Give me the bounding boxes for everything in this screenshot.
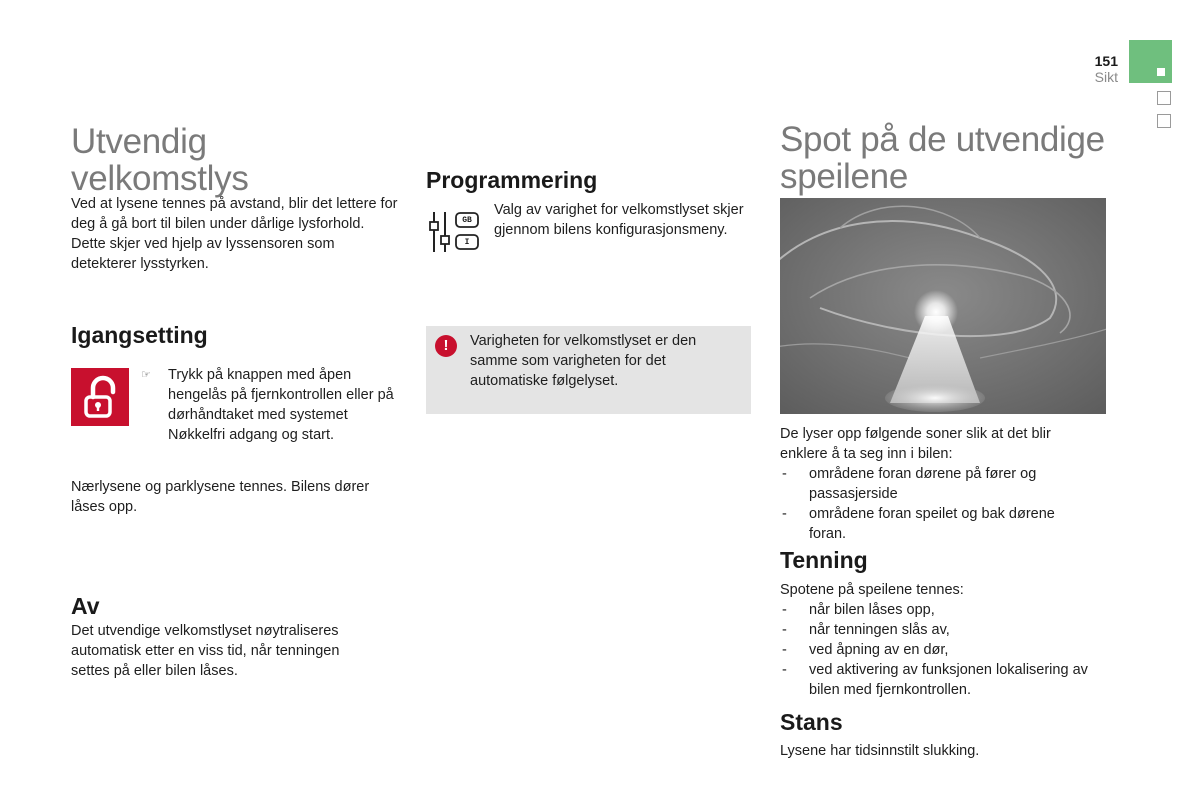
mirror-spotlight-photo bbox=[780, 198, 1106, 414]
warning-text: Varigheten for velkomstlyset er den samme som varigheten for det automatiske følgelyset. bbox=[470, 333, 697, 389]
stans-heading: Stans bbox=[780, 709, 843, 735]
igangsetting-text: Trykk på knappen med åpen hengelås på fjernkontrollen eller på dørhåndtaket med systemet Nøkkelfri adgang og start. bbox=[168, 367, 394, 443]
list-item: - når tenningen slås av, bbox=[780, 620, 1110, 640]
av-text: Det utvendige velkomstlyset nøytraliseres automatisk etter en viss tid, når tenningen settes på eller bilen låses. bbox=[71, 623, 340, 679]
mirror-spotlight-illustration bbox=[780, 198, 1106, 414]
list-item: - områdene foran speilet og bak dørene foran. bbox=[780, 504, 1080, 544]
warning-icon: ! bbox=[435, 335, 457, 357]
tenning-list bbox=[780, 600, 1110, 700]
page-number: 151 bbox=[1094, 53, 1118, 69]
spot-description: De lyser opp følgende soner slik at det blir enklere å ta seg inn i bilen: bbox=[780, 426, 1051, 462]
warning-box bbox=[426, 326, 751, 414]
chapter-tab bbox=[1129, 40, 1172, 83]
nav-square-icon bbox=[1157, 114, 1171, 128]
bullet-pointer-icon: ☞ bbox=[141, 369, 151, 381]
i-label: I bbox=[464, 238, 470, 247]
av-heading: Av bbox=[71, 593, 100, 619]
nav-square-icon bbox=[1157, 91, 1171, 105]
page-title-left: Utvendig velkomstlys bbox=[71, 122, 249, 198]
list-item: - områdene foran dørene på fører og passasjerside bbox=[780, 464, 1080, 504]
section-name: Sikt bbox=[1094, 69, 1118, 85]
programmering-heading: Programmering bbox=[426, 167, 598, 193]
list-item: - når bilen låses opp, bbox=[780, 600, 1110, 620]
unlock-button-icon bbox=[71, 368, 129, 426]
programmering-text: Valg av varighet for velkomstlyset skjer gjennom bilens konfigurasjonsmeny. bbox=[494, 202, 744, 238]
list-item: - ved aktivering av funksjonen lokalisering av bilen med fjernkontrollen. bbox=[780, 660, 1110, 700]
spot-zone-list bbox=[780, 464, 1080, 544]
stans-text: Lysene har tidsinnstilt slukking. bbox=[780, 743, 980, 759]
config-menu-icon bbox=[428, 208, 482, 256]
tenning-heading: Tenning bbox=[780, 547, 868, 573]
intro-text: Ved at lysene tennes på avstand, blir det lettere for deg å gå bort til bilen under dårlige lysforhold. Dette skjer ved hjelp av lyssensoren som detekterer lysstyrken. bbox=[71, 196, 398, 272]
gb-label: GB bbox=[462, 216, 472, 225]
tenning-intro: Spotene på speilene tennes: bbox=[780, 582, 964, 598]
chapter-tab-marker bbox=[1157, 68, 1165, 76]
lights-on-text: Nærlysene og parklysene tennes. Bilens dører låses opp. bbox=[71, 479, 370, 515]
igangsetting-heading: Igangsetting bbox=[71, 322, 208, 348]
page-title-right: Spot på de utvendige speilene bbox=[780, 120, 1105, 196]
open-padlock-icon bbox=[71, 368, 129, 426]
list-item: - ved åpning av en dør, bbox=[780, 640, 1110, 660]
